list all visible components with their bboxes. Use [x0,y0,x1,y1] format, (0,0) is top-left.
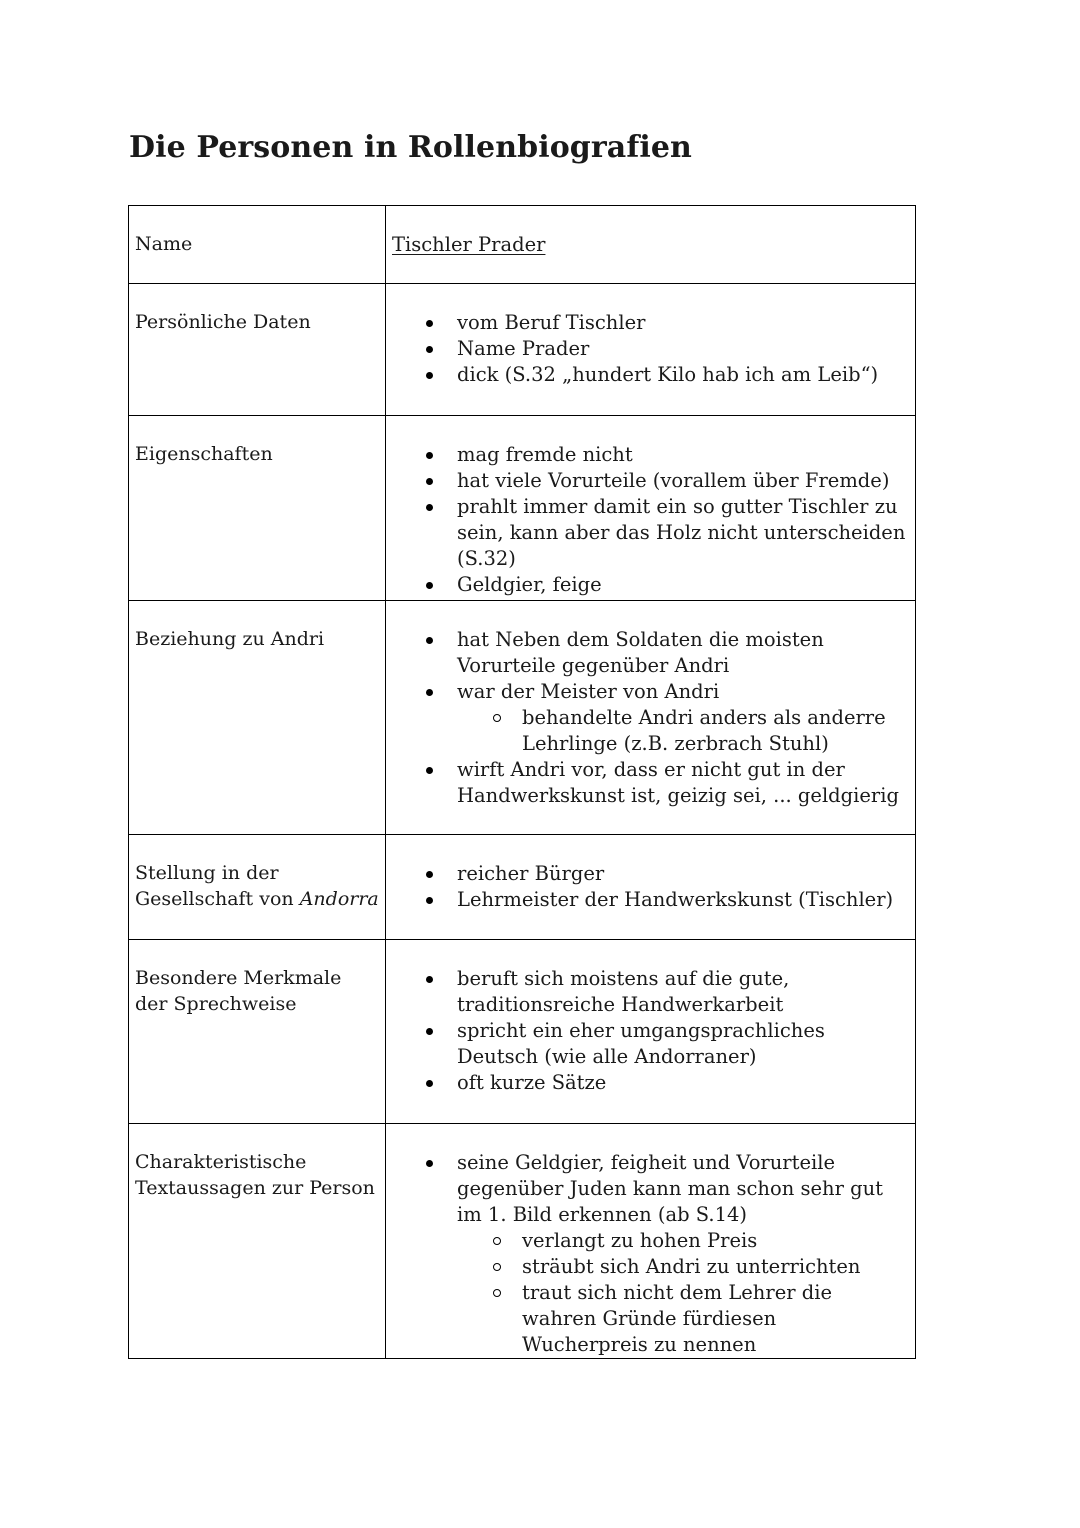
bullet-list [392,627,907,809]
sub-list-item: behandelte Andri anders als anderre Lehrlinge (z.B. zerbrach Stuhl) [522,705,907,757]
row-content [386,835,916,940]
biography-table [128,205,916,1359]
row-content [386,416,916,601]
list-item: prahlt immer damit ein so gutter Tischler zu sein, kann aber das Holz nicht unterscheiden (S.32) [457,495,906,570]
sub-bullet-list [457,705,907,757]
bullet-list [392,310,907,388]
list-item: hat Neben dem Soldaten die moisten Vorurteile gegenüber Andri [457,627,907,679]
list-item-text: seine Geldgier, feigheit und Vorurteile gegenüber Juden kann man schon sehr gut im 1. Bild erkennen (ab S.14) [457,1151,883,1226]
row-content [386,601,916,835]
list-item: dick (S.32 „hundert Kilo hab ich am Leib“) [457,362,907,388]
list-item: oft kurze Sätze [457,1070,907,1096]
list-item: Geldgier, feige [457,572,907,598]
list-item [457,1150,907,1358]
row-label: Beziehung zu Andri [129,601,386,835]
bullet-list [392,442,907,598]
list-item: vom Beruf Tischler [457,310,907,336]
row-label: Besondere Merkmale der Sprechweise [129,940,386,1124]
row-label: Persönliche Daten [129,284,386,416]
table-row-relationship [129,601,916,835]
list-item: beruft sich moistens auf die gute, traditionsreiche Handwerkarbeit [457,966,907,1018]
row-label: Name [129,206,386,284]
bullet-list [392,1150,907,1358]
row-content [386,206,916,284]
table-row-quotes [129,1124,916,1359]
row-label-text: Stellung in der Gesellschaft von [135,862,294,910]
bullet-list [392,966,907,1096]
row-label: Charakteristische Textaussagen zur Person [129,1124,386,1359]
row-label-italic: Andorra [299,887,379,910]
list-item: reicher Bürger [457,861,907,887]
table-row-personal-data [129,284,916,416]
table-row-traits [129,416,916,601]
list-item: mag fremde nicht [457,442,907,468]
sub-list-item: verlangt zu hohen Preis [522,1228,907,1254]
table-row-speech [129,940,916,1124]
row-content [386,284,916,416]
list-item [457,679,907,757]
sub-bullet-list [457,1228,907,1358]
list-item: spricht ein eher umgangsprachliches Deutsch (wie alle Andorraner) [457,1018,907,1070]
list-item-text: war der Meister von Andri [457,680,720,703]
list-item: Lehrmeister der Handwerkskunst (Tischler) [457,887,907,913]
row-content [386,940,916,1124]
bullet-list [392,861,907,913]
character-name: Tischler Prader [392,233,546,256]
row-content [386,1124,916,1359]
list-item: wirft Andri vor, dass er nicht gut in der Handwerkskunst ist, geizig sei, ... geldgierig [457,757,907,809]
sub-list-item: sträubt sich Andri zu unterrichten [522,1254,907,1280]
page-title: Die Personen in Rollenbiografien [129,130,692,165]
row-label [129,835,386,940]
table-row-social-position [129,835,916,940]
row-label: Eigenschaften [129,416,386,601]
sub-list-item: traut sich nicht dem Lehrer die wahren Gründe fürdiesen Wucherpreis zu nennen [522,1280,907,1358]
table-row-name [129,206,916,284]
list-item: hat viele Vorurteile (vorallem über Fremde) [457,468,907,494]
list-item: Name Prader [457,336,907,362]
